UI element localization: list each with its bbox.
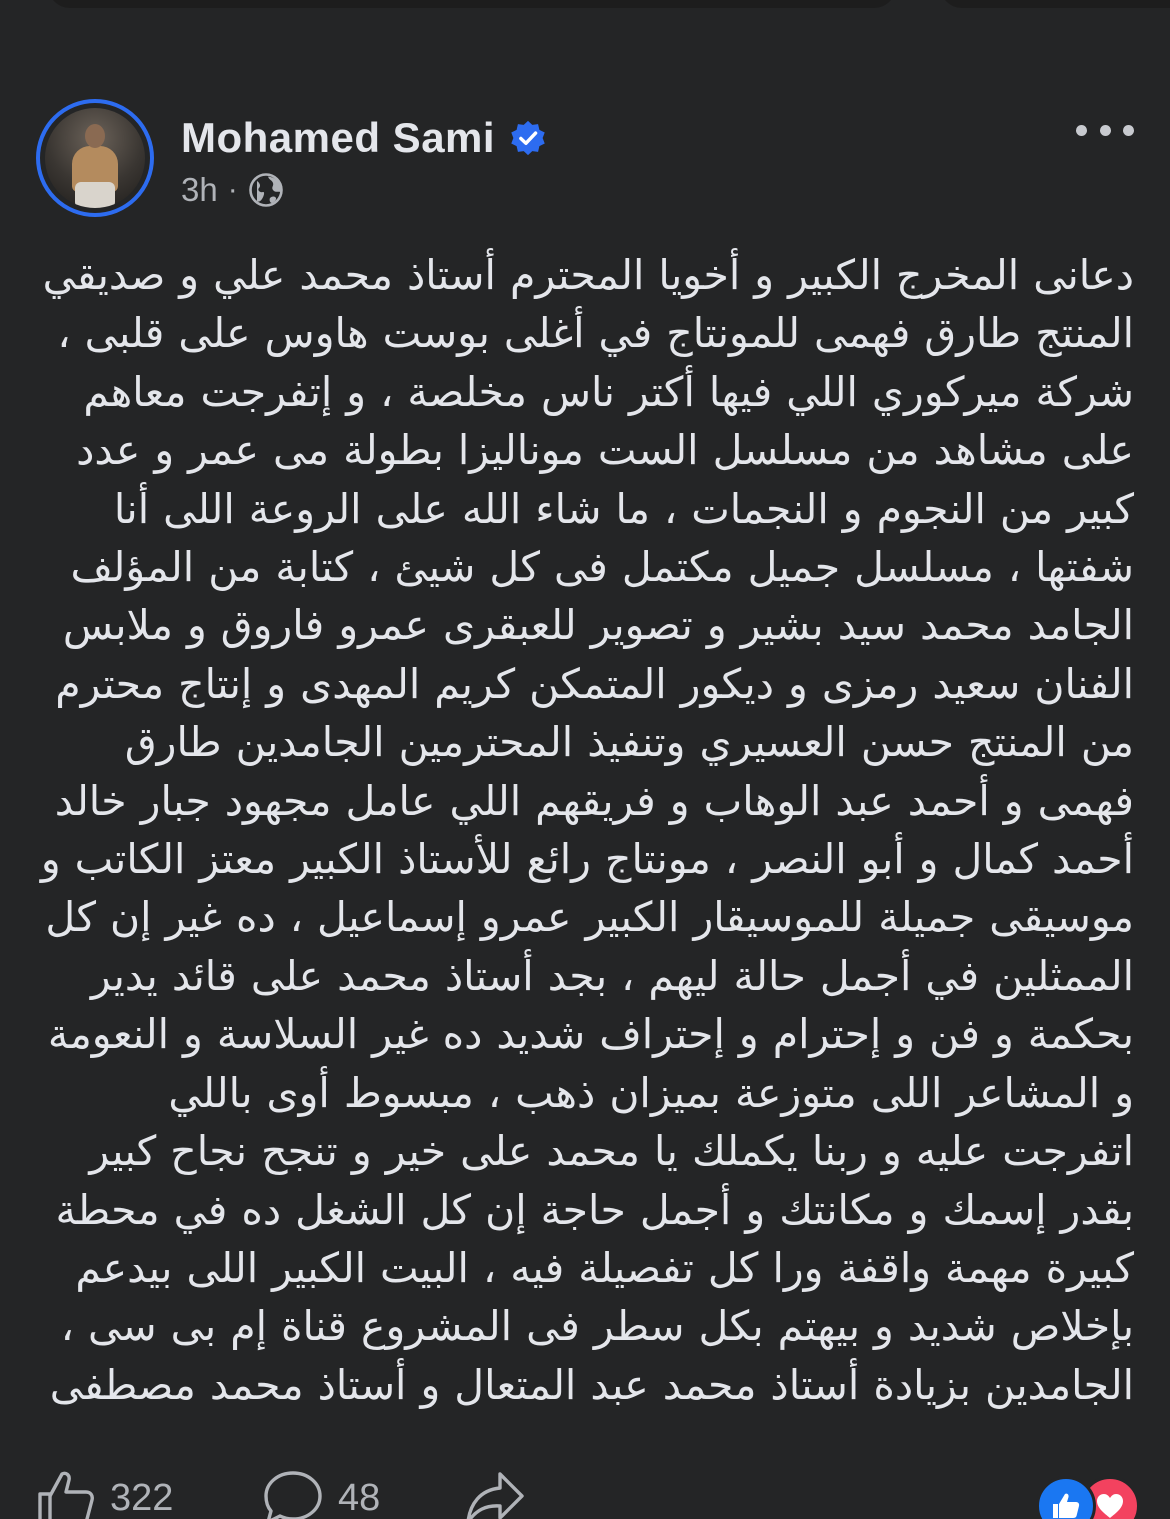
post-time[interactable]: 3h [181, 171, 218, 208]
globe-icon[interactable] [248, 172, 284, 208]
share-button[interactable] [464, 1468, 526, 1519]
share-arrow-icon [464, 1468, 526, 1519]
meta-separator: · [227, 173, 238, 206]
previous-story-card[interactable] [48, 0, 896, 8]
post-body-text: دعانى المخرج الكبير و أخويا المحترم أستاذ محمد علي و صديقي المنتج طارق فهمى للمونتاج في أغلى بوست هاوس على قلبى ، شركة ميركوري اللي فيها أكتر ناس مخلصة ، و إتفرجت معاهم على مشاهد من مسلسل الست موناليزا بطولة مى عمر و عدد كبير من النجوم و النجمات ، ما شاء الله على الروعة اللى أنا شفتها ، مسلسل جميل مكتمل فى كل شيئ ، كتابة من المؤلف الجامد محمد سيد بشير و تصوير للعبقرى عمرو فاروق و ملابس الفنان سعيد رمزى و ديكور المتمكن كريم المهدى و إنتاج محترم من المنتج حسن العسيري وتنفيذ المحترمين الجامدين طارق فهمى و أحمد عبد الوهاب و فريقهم اللي عامل مجهود جبار خالد أحمد كمال و أبو النصر ، مونتاج رائع للأستاذ الكبير معتز الكاتب و موسيقى جميلة للموسيقار الكبير عمرو إسماعيل ، ده غير إن كل الممثلين في أجمل حالة ليهم ، بجد أستاذ محمد على قائد يدير بحكمة و فن و إحترام و إحتراف شديد ده غير السلاسة و النعومة و المشاعر اللى متوزعة بميزان ذهب ، مبسوط أوى باللي اتفرجت عليه و ربنا يكملك يا محمد على خير و تنجح نجاح كبير بقدر إسمك و مكانتك و أجمل حاجة إن كل الشغل ده في محطة كبيرة مهمة واقفة ورا كل تفصيلة فيه ، البيت الكبير اللى بيدعم بإخلاص شديد و بيهتم بكل سطر فى المشروع قناة إم بى سى ، الجامدين بزيادة أستاذ محمد عبد المتعال و أستاذ محمد مصطفى [40, 251, 1134, 1409]
author-row [181, 110, 547, 166]
more-options-button[interactable] [1076, 112, 1134, 148]
like-reaction-icon [1036, 1476, 1096, 1519]
thumbs-up-icon [36, 1468, 96, 1519]
author-avatar[interactable] [36, 99, 154, 217]
avatar-image [45, 108, 145, 208]
like-count: 322 [110, 1476, 174, 1519]
post-meta [181, 168, 284, 212]
comment-count: 48 [338, 1476, 381, 1519]
like-button[interactable] [36, 1468, 173, 1519]
verified-badge-icon [509, 119, 547, 157]
reaction-summary[interactable] [1036, 1476, 1140, 1519]
comment-bubble-icon [262, 1468, 324, 1519]
more-horizontal-icon [1076, 125, 1087, 136]
previous-story-card[interactable] [940, 0, 1170, 8]
comment-button[interactable] [262, 1468, 380, 1519]
post-action-bar [36, 1468, 1170, 1519]
author-name[interactable]: Mohamed Sami [181, 114, 496, 161]
